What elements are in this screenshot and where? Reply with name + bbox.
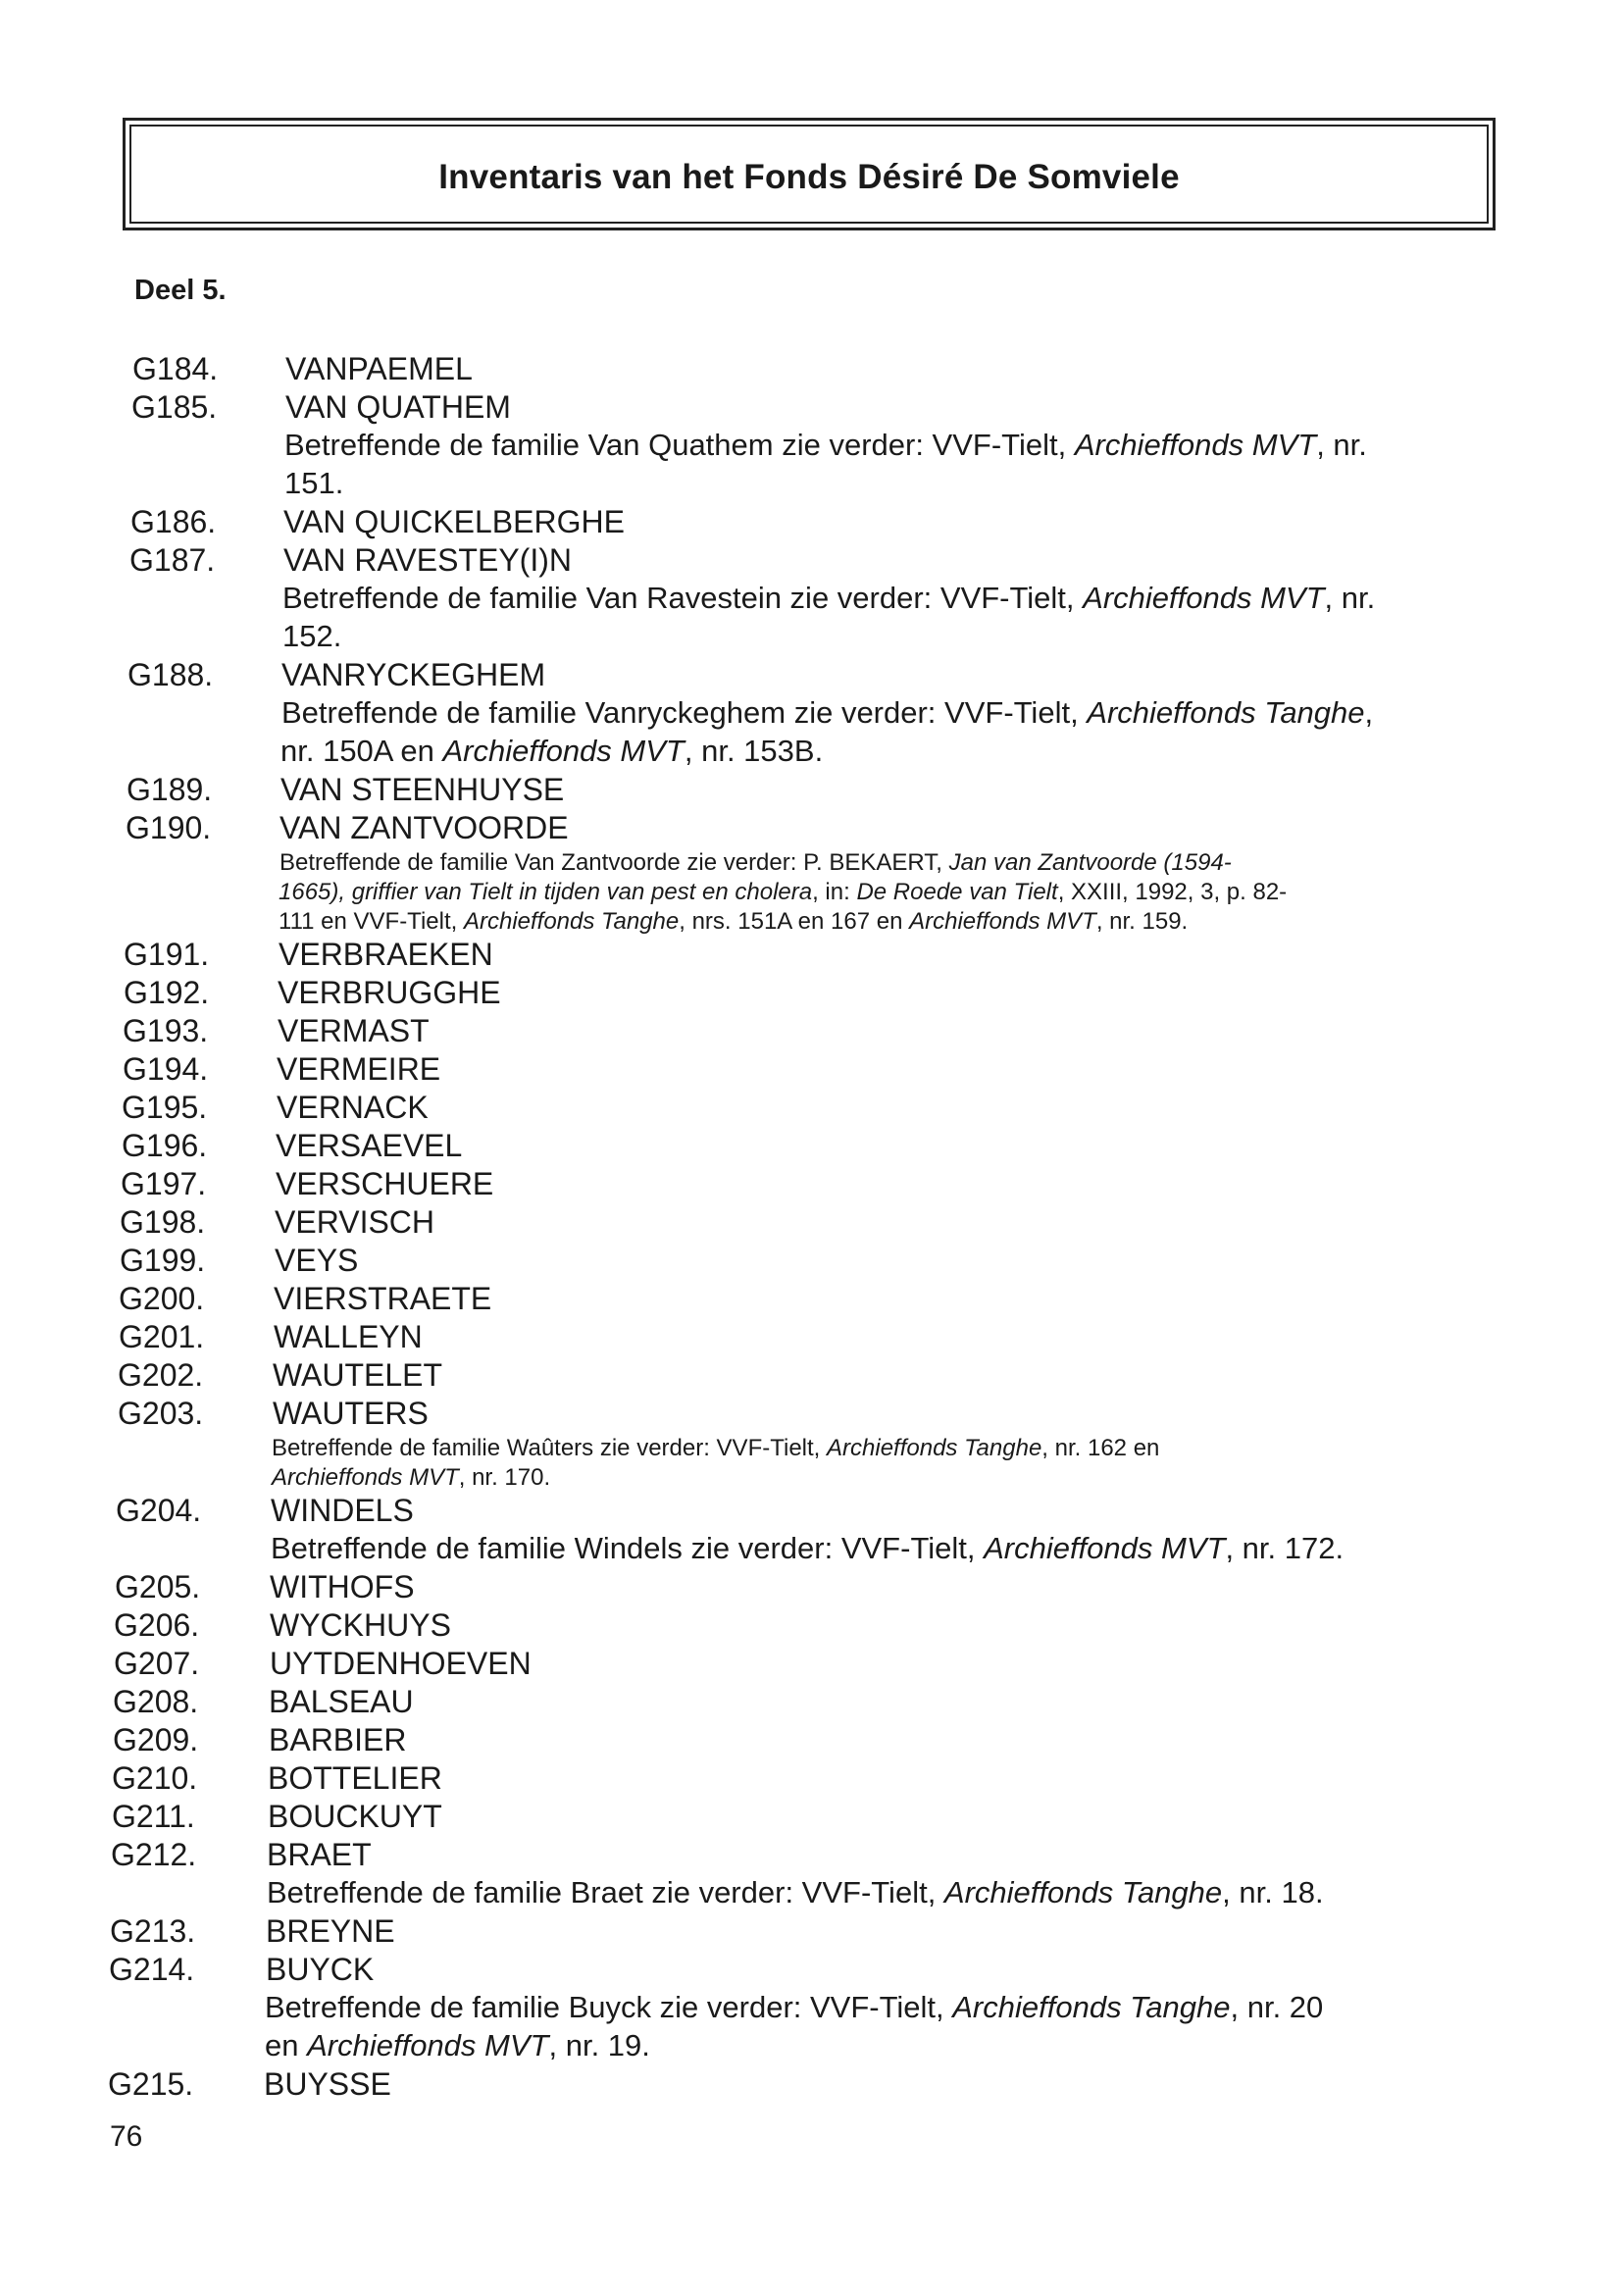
entry-code: G193. bbox=[123, 1013, 209, 1048]
note-text: , nr. bbox=[1324, 581, 1376, 615]
note-text: , nrs. 151A en 167 en bbox=[679, 908, 910, 935]
note-text: Betreffende de familie Vanryckeghem zie verder: VVF-Tielt, bbox=[281, 695, 1088, 730]
entry-name: VANRYCKEGHEM bbox=[281, 657, 546, 692]
entry-name: VAN RAVESTEY(I)N bbox=[283, 542, 572, 578]
entry-code: G202. bbox=[118, 1357, 204, 1393]
note-text: , nr. 153B. bbox=[684, 734, 824, 768]
note-title: Archieffonds MVT bbox=[307, 2028, 549, 2062]
note-text: , nr. 170. bbox=[458, 1464, 551, 1491]
note-text: nr. 150A en bbox=[280, 734, 443, 768]
note-text: , XXIII, 1992, 3, p. 82- bbox=[1057, 879, 1288, 905]
entry-code: G188. bbox=[127, 657, 214, 692]
entry-code: G201. bbox=[119, 1319, 205, 1354]
entry-code: G211. bbox=[112, 1799, 195, 1834]
entry-name: VERVISCH bbox=[275, 1204, 435, 1240]
entry-note-line bbox=[282, 618, 341, 655]
entry-code: G207. bbox=[114, 1646, 200, 1681]
note-text: Betreffende de familie Waûters zie verder: VVF-Tielt, bbox=[272, 1435, 828, 1461]
entry-code: G210. bbox=[112, 1760, 198, 1796]
note-title: Archieffonds MVT bbox=[984, 1531, 1226, 1565]
entry-code: G189. bbox=[127, 772, 213, 807]
entry-code: G186. bbox=[130, 504, 217, 539]
entry-name: WINDELS bbox=[271, 1493, 414, 1528]
entry-name: BRAET bbox=[267, 1837, 372, 1872]
note-text: , in: bbox=[812, 879, 857, 905]
entry-note-line bbox=[267, 1874, 1324, 1911]
note-text: , nr. bbox=[1316, 428, 1367, 462]
entry-name: VERNACK bbox=[277, 1090, 429, 1125]
entry-code: G213. bbox=[110, 1913, 196, 1949]
note-text: , nr. 159. bbox=[1095, 908, 1189, 935]
entry-note-line bbox=[280, 733, 823, 770]
entry-code: G206. bbox=[114, 1607, 200, 1643]
entry-code: G209. bbox=[113, 1722, 199, 1757]
entry-name: VAN QUATHEM bbox=[285, 389, 511, 425]
note-title: Archieffonds MVT bbox=[272, 1464, 459, 1491]
note-text: Betreffende de familie Van Quathem zie verder: VVF-Tielt, bbox=[284, 428, 1075, 462]
entry-code: G215. bbox=[108, 2066, 194, 2102]
entry-code: G205. bbox=[115, 1569, 201, 1604]
entry-code: G191. bbox=[124, 937, 210, 972]
entry-code: G197. bbox=[121, 1166, 207, 1201]
note-text: 151. bbox=[284, 466, 344, 500]
entry-name: BARBIER bbox=[269, 1722, 407, 1757]
entry-code: G195. bbox=[122, 1090, 208, 1125]
note-text: , nr. 19. bbox=[548, 2028, 650, 2062]
entry-name: BREYNE bbox=[266, 1913, 395, 1949]
entry-code: G184. bbox=[132, 351, 219, 386]
entry-name: VAN STEENHUYSE bbox=[280, 772, 565, 807]
entry-code: G194. bbox=[123, 1051, 209, 1087]
entry-name: VAN QUICKELBERGHE bbox=[283, 504, 625, 539]
entry-name: VERBRUGGHE bbox=[278, 975, 501, 1010]
entry-code: G190. bbox=[126, 810, 212, 845]
page-title: Inventaris van het Fonds Désiré De Somviele bbox=[438, 158, 1180, 196]
entry-name: UYTDENHOEVEN bbox=[270, 1646, 532, 1681]
entry-name: VERMEIRE bbox=[277, 1051, 441, 1087]
entry-code: G185. bbox=[131, 389, 218, 425]
note-title: Archieffonds Tanghe bbox=[952, 1990, 1231, 2024]
entry-code: G192. bbox=[124, 975, 210, 1010]
entry-note-line bbox=[279, 877, 1287, 908]
entry-code: G187. bbox=[129, 542, 216, 578]
note-text: Betreffende de familie Van Ravestein zie verder: VVF-Tielt, bbox=[282, 581, 1084, 615]
note-title: Archieffonds Tanghe bbox=[1087, 695, 1365, 730]
entry-name: VANPAEMEL bbox=[285, 351, 473, 386]
entry-code: G199. bbox=[120, 1243, 206, 1278]
entry-name: VERSCHUERE bbox=[276, 1166, 494, 1201]
entry-note-line bbox=[272, 1462, 550, 1494]
entry-note-line bbox=[279, 847, 1232, 879]
entry-name: VIERSTRAETE bbox=[274, 1281, 492, 1316]
entry-name: WITHOFS bbox=[270, 1569, 415, 1604]
note-text: 152. bbox=[282, 619, 342, 653]
entry-name: WYCKHUYS bbox=[270, 1607, 451, 1643]
note-title: Archieffonds Tanghe bbox=[943, 1875, 1223, 1909]
entry-name: VERMAST bbox=[278, 1013, 430, 1048]
note-title: Archieffonds MVT bbox=[1074, 428, 1317, 462]
entry-code: G208. bbox=[113, 1684, 199, 1719]
note-text: en bbox=[265, 2028, 308, 2062]
entry-name: BOUCKUYT bbox=[268, 1799, 442, 1834]
entry-code: G212. bbox=[111, 1837, 197, 1872]
entry-name: WALLEYN bbox=[274, 1319, 423, 1354]
entry-code: G214. bbox=[109, 1952, 195, 1987]
entry-note-line bbox=[265, 2027, 650, 2064]
note-title: Archieffonds MVT bbox=[1083, 581, 1325, 615]
entry-note-line bbox=[281, 694, 1373, 732]
entry-note-line bbox=[272, 1433, 1159, 1464]
entry-note-line bbox=[284, 427, 1367, 464]
note-title: Archieffonds Tanghe bbox=[827, 1435, 1042, 1461]
entry-note-line bbox=[271, 1530, 1344, 1567]
note-title: De Roede van Tielt bbox=[856, 879, 1058, 905]
entry-code: G198. bbox=[120, 1204, 206, 1240]
entry-name: BUYCK bbox=[266, 1952, 375, 1987]
note-text: Betreffende de familie Van Zantvoorde zie verder: P. BEKAERT, bbox=[279, 849, 949, 876]
entry-name: BALSEAU bbox=[269, 1684, 414, 1719]
page-number: 76 bbox=[110, 2120, 143, 2153]
entry-note-line bbox=[282, 580, 1375, 617]
entry-name: WAUTERS bbox=[273, 1396, 429, 1431]
entry-code: G200. bbox=[119, 1281, 205, 1316]
entry-code: G196. bbox=[122, 1128, 208, 1163]
note-text: , nr. 162 en bbox=[1041, 1435, 1160, 1461]
part-label: Deel 5. bbox=[134, 275, 227, 306]
entry-note-line bbox=[265, 1989, 1323, 2026]
note-title: 1665), griffier van Tielt in tijden van pest en cholera bbox=[279, 879, 813, 905]
note-title: Archieffonds MVT bbox=[442, 734, 685, 768]
note-text: Betreffende de familie Windels zie verder: VVF-Tielt, bbox=[271, 1531, 985, 1565]
note-title: Archieffonds MVT bbox=[909, 908, 1096, 935]
entry-name: BUYSSE bbox=[264, 2066, 391, 2102]
note-text: Betreffende de familie Braet zie verder: VVF-Tielt, bbox=[267, 1875, 944, 1909]
entry-name: VEYS bbox=[275, 1243, 359, 1278]
note-title: Jan van Zantvoorde (1594- bbox=[948, 849, 1232, 876]
entry-code: G203. bbox=[118, 1396, 204, 1431]
entry-name: VERSAEVEL bbox=[276, 1128, 463, 1163]
note-text: , nr. 20 bbox=[1230, 1990, 1324, 2024]
entry-note-line bbox=[279, 906, 1188, 938]
entry-note-line bbox=[284, 465, 343, 502]
entry-name: VERBRAEKEN bbox=[279, 937, 493, 972]
note-text: 111 en VVF-Tielt, bbox=[279, 908, 464, 935]
note-title: Archieffonds Tanghe bbox=[463, 908, 680, 935]
entry-name: WAUTELET bbox=[273, 1357, 443, 1393]
note-text: , nr. 18. bbox=[1222, 1875, 1324, 1909]
entry-name: VAN ZANTVOORDE bbox=[279, 810, 569, 845]
note-text: , bbox=[1364, 695, 1374, 730]
entry-code: G204. bbox=[116, 1493, 202, 1528]
note-text: , nr. 172. bbox=[1225, 1531, 1345, 1565]
entry-name: BOTTELIER bbox=[268, 1760, 442, 1796]
note-text: Betreffende de familie Buyck zie verder: VVF-Tielt, bbox=[265, 1990, 953, 2024]
